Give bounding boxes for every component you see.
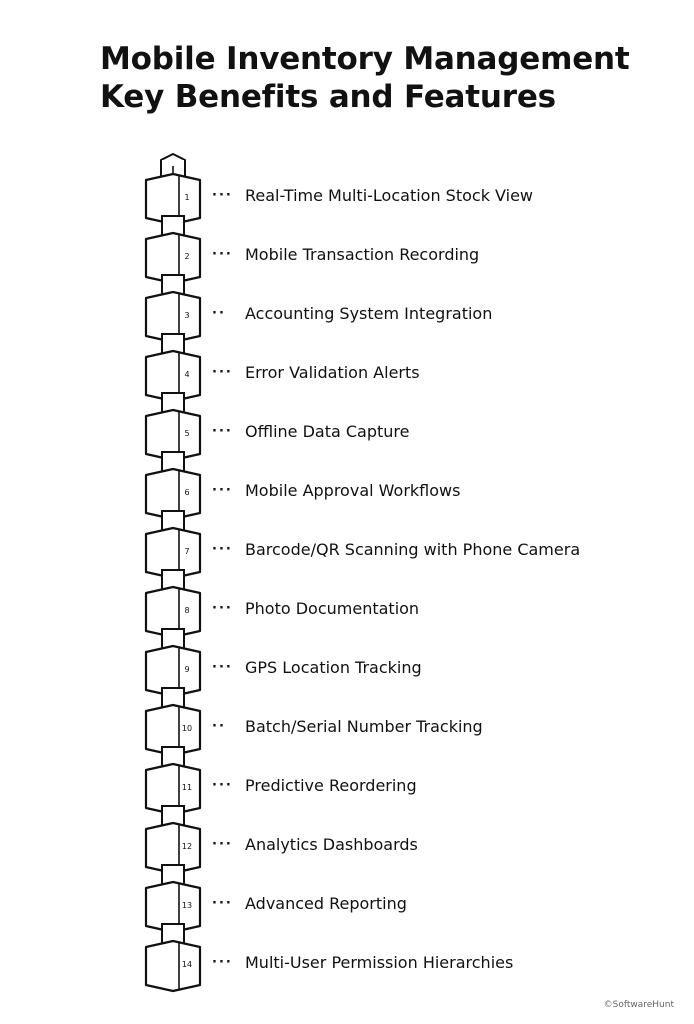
feature-label: Batch/Serial Number Tracking [245, 717, 483, 736]
feature-item [0, 890, 694, 920]
feature-label: Mobile Transaction Recording [245, 245, 480, 264]
block-number: 4 [184, 370, 190, 379]
feature-label: Accounting System Integration [245, 304, 493, 323]
block-number: 14 [181, 960, 193, 969]
feature-label: Multi-User Permission Hierarchies [245, 953, 514, 972]
block-number: 1 [184, 193, 190, 202]
leader-dots: ·· [212, 719, 226, 734]
block-number: 2 [184, 252, 190, 261]
block-number: 8 [184, 606, 190, 615]
feature-label: Real-Time Multi-Location Stock View [245, 186, 534, 205]
feature-label: Analytics Dashboards [245, 835, 418, 854]
block-number: 13 [181, 901, 193, 910]
block-number: 10 [181, 724, 193, 733]
feature-label: GPS Location Tracking [245, 658, 422, 677]
leader-dots: ··· [212, 955, 233, 970]
block-number: 9 [184, 665, 190, 674]
leader-dots: ··· [212, 601, 233, 616]
feature-item [0, 300, 694, 330]
leader-dots: ··· [212, 778, 233, 793]
copyright-credit: ©SoftwareHunt [603, 1000, 674, 1010]
feature-label: Offline Data Capture [245, 422, 410, 441]
feature-label: Mobile Approval Workflows [245, 481, 461, 500]
title-line-1: Mobile Inventory Management [100, 41, 630, 77]
feature-item [0, 949, 694, 979]
leader-dots: ··· [212, 896, 233, 911]
leader-dots: ··· [212, 483, 233, 498]
feature-label: Error Validation Alerts [245, 363, 420, 382]
leader-dots: ··· [212, 837, 233, 852]
leader-dots: ··· [212, 188, 233, 203]
block-number: 7 [184, 547, 190, 556]
feature-item [0, 418, 694, 448]
feature-item [0, 359, 694, 389]
feature-item [0, 595, 694, 625]
leader-dots: ·· [212, 306, 226, 321]
leader-dots: ··· [212, 365, 233, 380]
block-number: 11 [181, 783, 193, 792]
feature-label: Advanced Reporting [245, 894, 407, 913]
leader-dots: ··· [212, 660, 233, 675]
feature-item [0, 654, 694, 684]
feature-item [0, 241, 694, 271]
feature-item [0, 477, 694, 507]
block-number: 3 [184, 311, 190, 320]
feature-label: Photo Documentation [245, 599, 420, 618]
title-line-2: Key Benefits and Features [100, 79, 556, 115]
block-number: 5 [184, 429, 190, 438]
block-number: 12 [181, 842, 193, 851]
feature-item [0, 182, 694, 212]
feature-item [0, 831, 694, 861]
feature-label: Barcode/QR Scanning with Phone Camera [245, 540, 581, 559]
feature-item [0, 536, 694, 566]
feature-item [0, 713, 694, 743]
feature-label: Predictive Reordering [245, 776, 417, 795]
leader-dots: ··· [212, 542, 233, 557]
block-number: 6 [184, 488, 190, 497]
feature-item [0, 772, 694, 802]
leader-dots: ··· [212, 424, 233, 439]
leader-dots: ··· [212, 247, 233, 262]
